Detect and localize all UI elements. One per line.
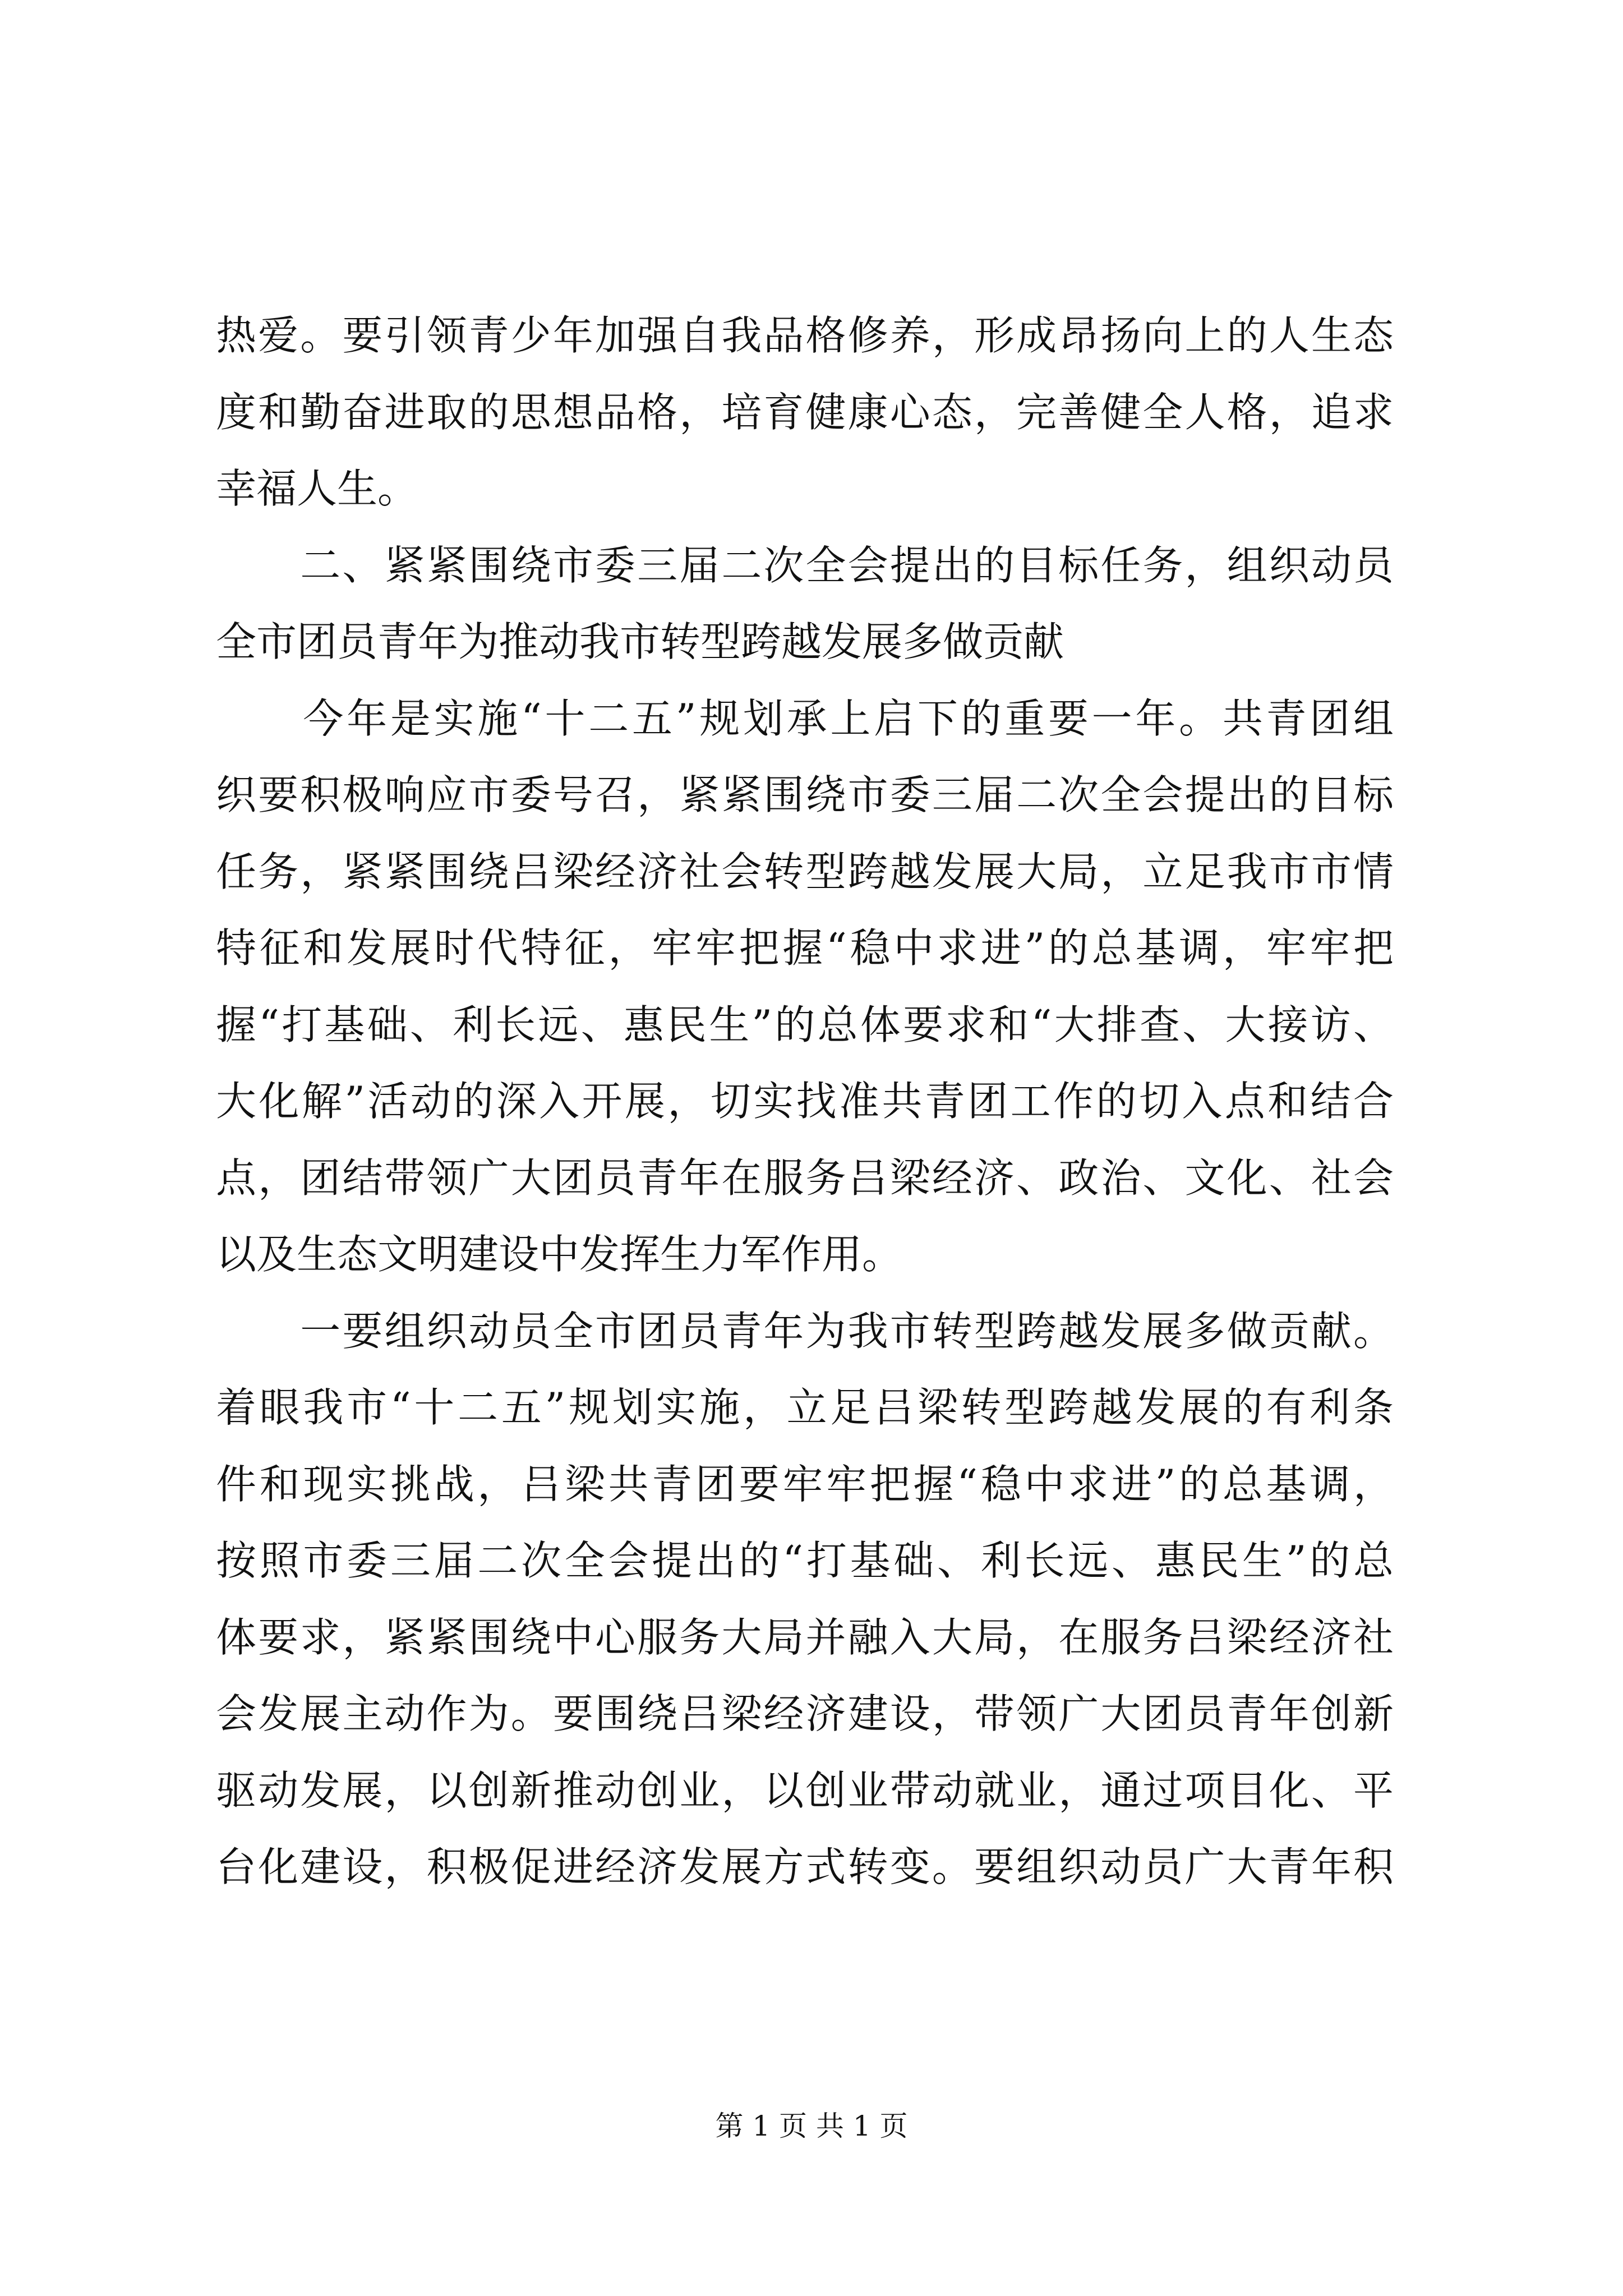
- text-line-4: 二、紧紧围绕市委三届二次全会提出的目标任务，组织动员: [216, 541, 1394, 589]
- text-line-16: 件和现实挑战，吕梁共青团要牢牢把握“稳中求进”的总基调，: [216, 1460, 1394, 1508]
- text-line-15: 着眼我市“十二五”规划实施，立足吕梁转型跨越发展的有利条: [216, 1384, 1394, 1431]
- text-line-3: 幸福人生。: [216, 465, 418, 512]
- page-footer: 第 1 页 共 1 页: [715, 2110, 908, 2142]
- text-line-8: 任务，紧紧围绕吕梁经济社会转型跨越发展大局，立足我市市情: [216, 848, 1394, 895]
- text-line-12: 点，团结带领广大团员青年在服务吕梁经济、政治、文化、社会: [216, 1154, 1394, 1202]
- text-line-11: 大化解”活动的深入开展，切实找准共青团工作的切入点和结合: [216, 1078, 1394, 1125]
- text-line-5: 全市团员青年为推动我市转型跨越发展多做贡献: [216, 618, 1064, 665]
- text-line-10: 握“打基础、利长远、惠民生”的总体要求和“大排查、大接访、: [216, 1001, 1394, 1048]
- text-line-20: 驱动发展，以创新推动创业，以创业带动就业，通过项目化、平: [216, 1766, 1394, 1814]
- text-line-13: 以及生态文明建设中发挥生力军作用。: [216, 1231, 903, 1278]
- text-line-19: 会发展主动作为。要围绕吕梁经济建设，带领广大团员青年创新: [216, 1690, 1394, 1737]
- text-line-2: 度和勤奋进取的思想品格，培育健康心态，完善健全人格，追求: [216, 388, 1394, 436]
- text-line-7: 织要积极响应市委号召，紧紧围绕市委三届二次全会提出的目标: [216, 771, 1394, 818]
- text-line-21: 台化建设，积极促进经济发展方式转变。要组织动员广大青年积: [216, 1843, 1394, 1890]
- text-line-18: 体要求，紧紧围绕中心服务大局并融入大局，在服务吕梁经济社: [216, 1613, 1394, 1661]
- text-line-17: 按照市委三届二次全会提出的“打基础、利长远、惠民生”的总: [216, 1537, 1394, 1584]
- text-line-6: 今年是实施“十二五”规划承上启下的重要一年。共青团组: [216, 694, 1394, 742]
- text-line-14: 一要组织动员全市团员青年为我市转型跨越发展多做贡献。: [216, 1307, 1394, 1355]
- text-line-9: 特征和发展时代特征，牢牢把握“稳中求进”的总基调，牢牢把: [216, 924, 1394, 972]
- text-line-1: 热爱。要引领青少年加强自我品格修养，形成昂扬向上的人生态: [216, 312, 1394, 359]
- document-body: [216, 297, 1394, 1906]
